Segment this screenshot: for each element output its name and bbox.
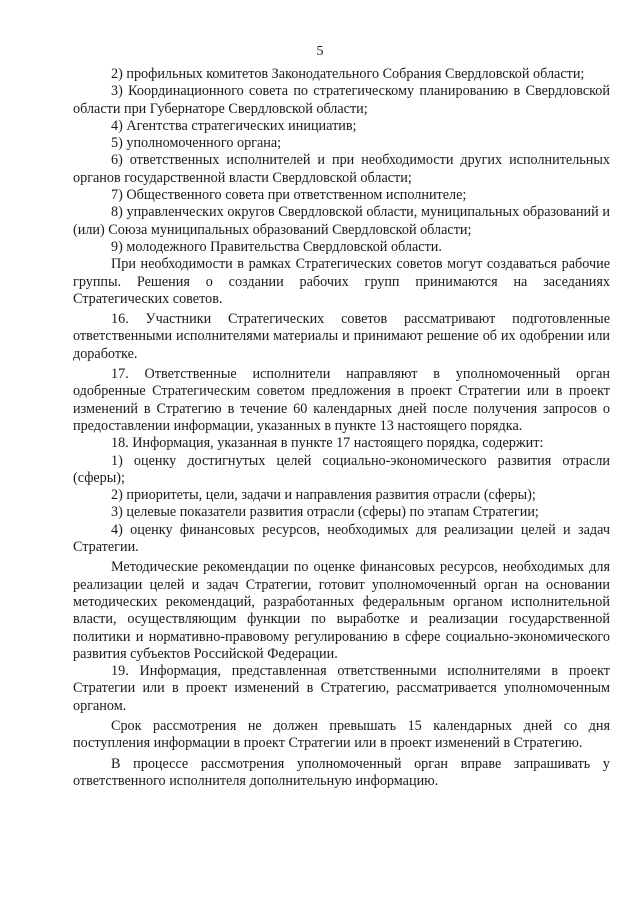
paragraph-item-9: 9) молодежного Правительства Свердловской области. — [111, 238, 442, 255]
paragraph-item-7: 7) Общественного совета при ответственном исполнителе; — [111, 187, 467, 204]
paragraph-item-5: 5) уполномоченного органа; — [111, 135, 282, 152]
paragraph-item-8: 8) управленческих округов Свердловской области, муниципальных образований и (или) Союза муниципальных образований Свердловской области; — [73, 204, 610, 238]
paragraph-18-item-1: 1) оценку достигнутых целей социально-экономического развития отрасли (сферы); — [73, 452, 610, 486]
paragraph-additional-info: В процессе рассмотрения уполномоченный орган вправе запрашивать у ответственного исполнителя дополнительную информацию. — [73, 755, 610, 789]
paragraph-item-6: 6) ответственных исполнителей и при необходимости других исполнительных органов государственной власти Свердловской области; — [73, 152, 610, 186]
document-body — [73, 66, 610, 790]
paragraph-methodical-recommendations: Методические рекомендации по оценке финансовых ресурсов, необходимых для реализации целей и задач Стратегии, готовит уполномоченный орган на основании методических рекомендаций, разработанных федеральным органом исполнительной власти, осуществляющим функции по выработке и реализации государственной политики и нормативно-правовому регулированию в сфере социально-экономического развития субъектов Российской Федерации. — [73, 559, 610, 662]
paragraph-18-item-4: 4) оценку финансовых ресурсов, необходимых для реализации целей и задач Стратегии. — [73, 521, 610, 556]
paragraph-item-4: 4) Агентства стратегических инициатив; — [111, 117, 357, 134]
paragraph-18: 18. Информация, указанная в пункте 17 настоящего порядка, содержит: — [111, 435, 544, 452]
paragraph-18-item-3: 3) целевые показатели развития отрасли (сферы) по этапам Стратегии; — [111, 504, 539, 521]
paragraph-19: 19. Информация, представленная ответственными исполнителями в проект Стратегии или в проект изменений в Стратегию, рассматривается уполномоченным органом. — [73, 663, 610, 714]
page-number: 5 — [316, 44, 324, 59]
paragraph-17: 17. Ответственные исполнители направляют в уполномоченный орган одобренные Стратегическим советом предложения в проект Стратегии или в проект изменений в Стратегию в течение 60 календарных дней после получения запросов о предоставлении информации, указанных в пункте 13 настоящего порядка. — [73, 366, 610, 434]
paragraph-working-groups: При необходимости в рамках Стратегических советов могут создаваться рабочие группы. Решения о создании рабочих групп принимаются на заседаниях Стратегических советов. — [73, 256, 610, 307]
paragraph-item-3: 3) Координационного совета по стратегическому планированию в Свердловской области при Губернаторе Свердловской области; — [73, 83, 610, 117]
paragraph-review-deadline: Срок рассмотрения не должен превышать 15 календарных дней со дня поступления информации в проект Стратегии или в проект изменений в Стратегию. — [73, 717, 610, 752]
paragraph-16: 16. Участники Стратегических советов рассматривают подготовленные ответственными исполнителями материалы и принимают решение об их одобрении или доработке. — [73, 311, 610, 362]
paragraph-item-2: 2) профильных комитетов Законодательного Собрания Свердловской области; — [111, 66, 585, 82]
paragraph-18-item-2: 2) приоритеты, цели, задачи и направления развития отрасли (сферы); — [111, 487, 536, 504]
